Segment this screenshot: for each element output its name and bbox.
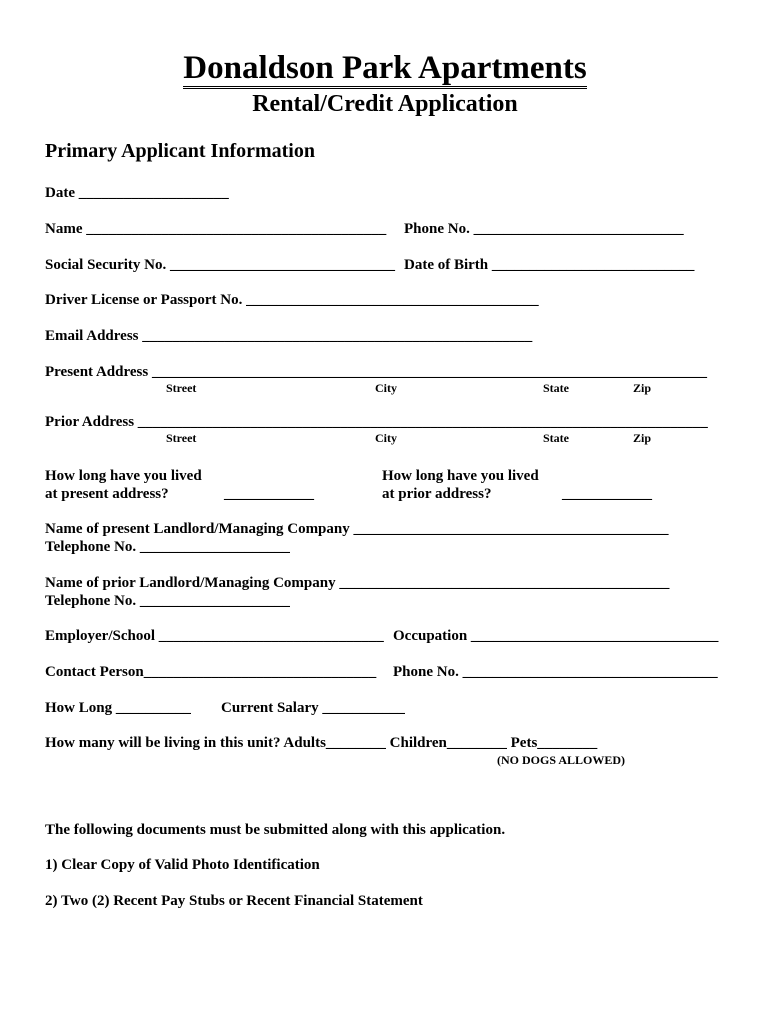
- documents-item-2: 2) Two (2) Recent Pay Stubs or Recent Financial Statement: [45, 893, 423, 909]
- occupants-field[interactable]: How many will be living in this unit? Adults________ Children________ Pets________: [45, 735, 598, 751]
- section-title: Primary Applicant Information: [45, 140, 315, 162]
- current-salary-field[interactable]: Current Salary ___________: [221, 700, 405, 716]
- present-state-label: State: [543, 381, 569, 395]
- prior-landlord-phone-field[interactable]: Telephone No. ____________________: [45, 593, 290, 609]
- present-address-field[interactable]: Present Address __________________________________________________________________________: [45, 364, 707, 380]
- prior-city-label: City: [375, 431, 397, 445]
- prior-state-label: State: [543, 431, 569, 445]
- how-long-present-input[interactable]: ____________: [224, 486, 314, 502]
- contact-phone-field[interactable]: Phone No. __________________________________: [393, 664, 718, 680]
- date-field[interactable]: Date ____________________: [45, 185, 229, 201]
- present-landlord-field[interactable]: Name of present Landlord/Managing Company __________________________________________: [45, 521, 669, 537]
- how-long-prior-label-2: at prior address?: [382, 486, 492, 502]
- contact-person-field[interactable]: Contact Person_______________________________: [45, 664, 377, 680]
- present-zip-label: Zip: [633, 381, 652, 395]
- occupation-field[interactable]: Occupation _________________________________: [393, 628, 719, 644]
- license-field[interactable]: Driver License or Passport No. _______________________________________: [45, 292, 539, 308]
- email-field[interactable]: Email Address ____________________________________________________: [45, 328, 533, 344]
- how-long-present-label-2: at present address?: [45, 486, 169, 502]
- dob-field[interactable]: Date of Birth ___________________________: [404, 257, 695, 273]
- page-title: [0, 48, 770, 88]
- phone-field[interactable]: Phone No. ____________________________: [404, 221, 684, 237]
- no-dogs-note: (NO DOGS ALLOWED): [497, 753, 626, 767]
- documents-item-1: 1) Clear Copy of Valid Photo Identification: [45, 857, 320, 873]
- present-city-label: City: [375, 381, 397, 395]
- prior-landlord-field[interactable]: Name of prior Landlord/Managing Company ____________________________________________: [45, 575, 670, 591]
- documents-intro: The following documents must be submitted along with this application.: [45, 822, 506, 838]
- how-long-prior-input[interactable]: ____________: [562, 486, 652, 502]
- page-title-text: Donaldson Park Apartments: [183, 50, 586, 89]
- page-subtitle: Rental/Credit Application: [252, 91, 518, 117]
- present-street-label: Street: [166, 381, 197, 395]
- how-long-field[interactable]: How Long __________: [45, 700, 191, 716]
- how-long-present-label-1: How long have you lived: [45, 468, 202, 484]
- name-field[interactable]: Name ________________________________________: [45, 221, 387, 237]
- ssn-field[interactable]: Social Security No. ______________________________: [45, 257, 395, 273]
- prior-zip-label: Zip: [633, 431, 652, 445]
- employer-field[interactable]: Employer/School ______________________________: [45, 628, 384, 644]
- prior-address-field[interactable]: Prior Address ____________________________________________________________________________: [45, 414, 708, 430]
- prior-street-label: Street: [166, 431, 197, 445]
- present-landlord-phone-field[interactable]: Telephone No. ____________________: [45, 539, 290, 555]
- how-long-prior-label-1: How long have you lived: [382, 468, 539, 484]
